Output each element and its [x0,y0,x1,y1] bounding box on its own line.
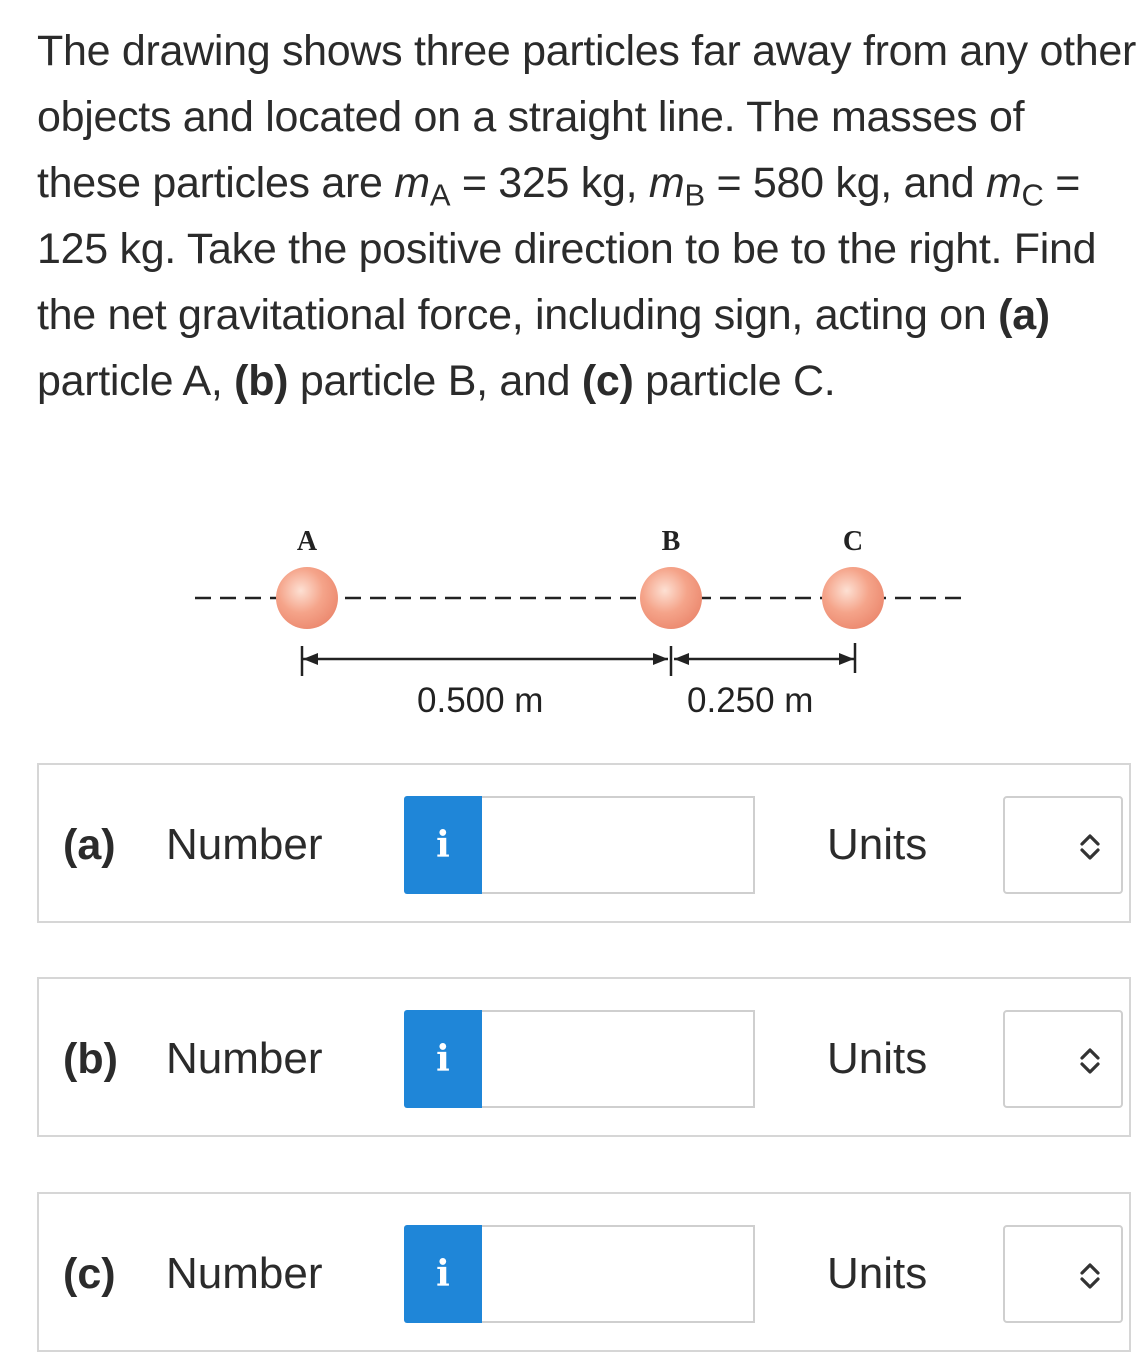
units-select-a[interactable] [1003,796,1123,894]
info-button[interactable]: i [404,796,482,894]
chevron-up-down-icon [1077,1261,1103,1291]
mass-a-value: = 325 kg, [450,159,649,207]
units-label: Units [827,820,928,869]
particle-a [276,567,338,629]
number-label: Number [166,820,323,869]
chevron-up-down-icon [1077,832,1103,862]
info-button[interactable]: i [404,1225,482,1323]
chevron-up-down-icon [1077,1046,1103,1076]
particle-c-label: C [842,526,864,557]
particle-a-label: A [296,526,318,557]
number-label: Number [166,1034,323,1083]
particle-c [822,567,884,629]
answer-row-a [37,763,1131,923]
mass-c-symbol: $m_C$ [986,159,1044,213]
question-intro: The drawing shows three particles far away from any other objects and located on a straight line. The masses of these particles are [37,27,1137,207]
particle-diagram [190,518,970,728]
mass-b-value: = 580 kg, and [704,159,986,207]
mass-a-symbol: $m_A$ [394,159,451,213]
units-select-b[interactable] [1003,1010,1123,1108]
number-label: Number [166,1249,323,1298]
number-input-a[interactable] [482,796,755,894]
question-text: The drawing shows three particles far away from any other objects and located on a straight line. The masses of these particles are $m_A = 325$ kg, $m_B = 580$ kg, and $m_C = 125$ kg. Take the positive direction to be to the right. Find the net gravitational force, including sign, acting on (a) particle A, (b) particle B, and (c) particle C. [37,27,1137,405]
particle-b-label: B [661,526,681,557]
number-input-c[interactable] [482,1225,755,1323]
distance-bc-arrow [671,643,855,676]
distance-bc-label: 0.250 m [687,681,814,720]
part-b-marker: (b) [234,357,289,405]
part-a-marker: (a) [998,291,1050,339]
part-c-label: (c) [63,1250,116,1298]
number-input-b[interactable] [482,1010,755,1108]
part-a-label: (a) [63,821,116,869]
mass-c-value: = 125 kg. Take the positive direction to be to the right. Find the net gravitational force, including sign, acting on [37,159,1097,339]
distance-ab-arrow [302,646,668,676]
part-b-label: (b) [63,1035,118,1083]
answer-row-c [37,1192,1131,1352]
part-c-marker: (c) [581,357,634,405]
particle-b [640,567,702,629]
distance-ab-label: 0.500 m [417,681,544,720]
answer-row-b [37,977,1131,1137]
units-label: Units [827,1034,928,1083]
units-label: Units [827,1249,928,1298]
info-button[interactable]: i [404,1010,482,1108]
units-select-c[interactable] [1003,1225,1123,1323]
mass-b-symbol: $m_B$ [648,159,705,213]
